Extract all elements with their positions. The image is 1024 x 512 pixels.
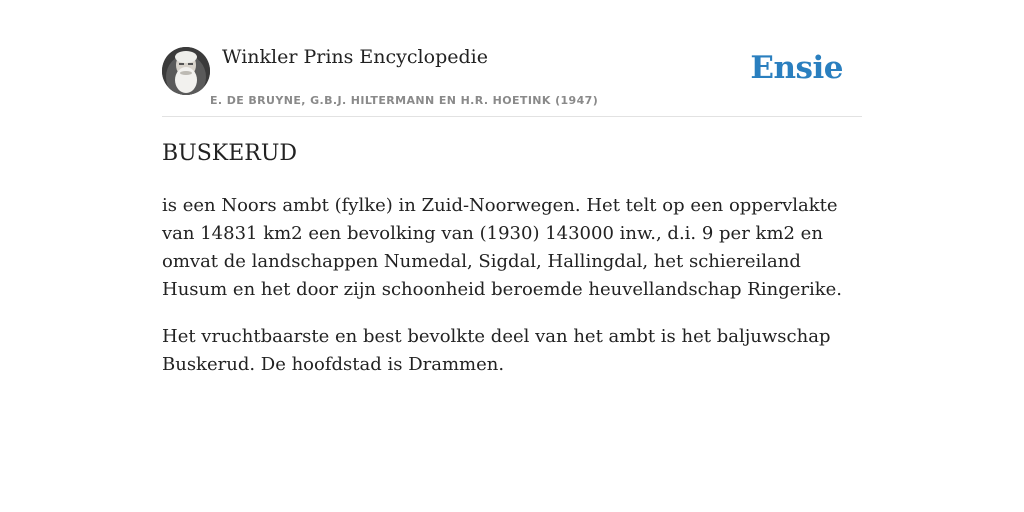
entry-title: BUSKERUD [162,141,298,166]
ensie-logo-link[interactable]: Ensie [750,50,843,86]
source-header [162,44,862,117]
entry-paragraph: Het vruchtbaarste en best bevolkte deel van het ambt is het baljuwschap Buskerud. De hoofdstad is Drammen. [162,326,831,375]
author-avatar-icon [162,47,210,95]
entry-paragraph: is een Noors ambt (fylke) in Zuid-Noorwegen. Het telt op een oppervlakte van 14831 km2 een bevolking van (1930) 143000 inw., d.i. 9 per km2 en omvat de landschappen Numedal, Sigdal, Hallingdal, het schiereiland Husum en het door zijn schoonheid beroemde heuvellandschap Ringerike. [162,195,843,300]
entry-body [162,192,868,398]
source-authors: E. DE BRUYNE, G.B.J. HILTERMANN EN H.R. HOETINK (1947) [210,94,599,107]
source-title[interactable]: Winkler Prins Encyclopedie [222,46,488,68]
